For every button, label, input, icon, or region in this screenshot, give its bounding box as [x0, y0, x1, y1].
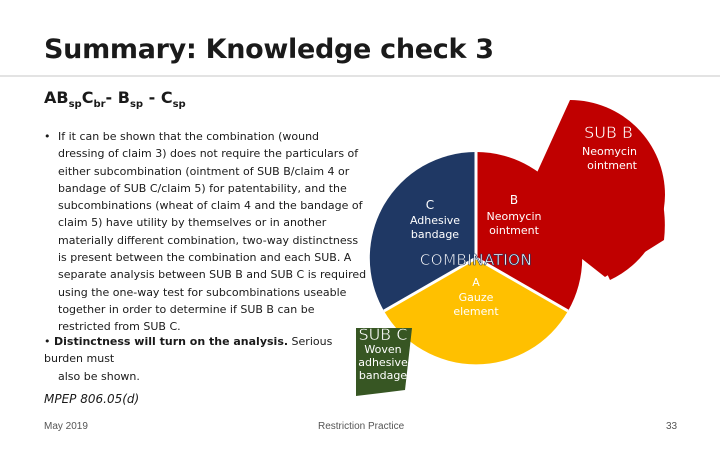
paragraph2-rest: Serious burden must — [44, 335, 333, 366]
pie-c-text1: Adhesive — [409, 214, 461, 227]
paragraph2-line2: also be shown. — [58, 369, 140, 383]
footer-date: May 2019 — [44, 421, 88, 432]
bullet-point-2: • — [44, 335, 51, 348]
mpep-citation: MPEP 806.05(d) — [44, 392, 140, 406]
bold-lead: Distinctness will turn on the analysis. — [54, 335, 289, 348]
sub-c-title: SUB C — [358, 325, 408, 344]
pie-b-label: B — [509, 193, 519, 207]
pie-a-text1: Gauze — [458, 291, 494, 304]
slide-title: Summary: Knowledge check 3 — [44, 34, 494, 65]
formula-dash-b: - B — [105, 88, 130, 107]
paragraph-text: If it can be shown that the combination (wound dressing of claim 3) does not require the particulars of either subcombination (ointment of SUB B/claim 4 or bandage of SUB C/claim 5) for patentability, and the subcombinations (wheat of claim 4 and the bandage of claim 5) have utility by themselves or in another materially different combination, two-way distinctness is present between the combination and each SUB. A separate analysis between SUB B and SUB C is required using the one-way test for subcombinations useable together in order to determine if SUB B can be restricted from SUB C. — [58, 130, 367, 334]
sub-b-text1: Neomycin — [581, 145, 637, 158]
pie-c-label: C — [425, 198, 435, 212]
formula-c: C — [81, 88, 94, 107]
pie-a-text2: element — [453, 305, 499, 318]
sub-c-text2: adhesive — [358, 356, 408, 369]
sub-b-text2: ointment — [587, 159, 637, 172]
formula-sub-sp1: sp — [68, 99, 82, 110]
sub-c-text3: bandage — [358, 369, 408, 382]
footer-title: Restriction Practice — [318, 421, 405, 432]
formula-sub-sp3: sp — [172, 99, 186, 110]
page-number: 33 — [666, 421, 678, 432]
pie-c-text2: bandage — [410, 228, 460, 241]
sub-b-title: SUB B — [584, 123, 633, 142]
pie-b-text2: ointment — [489, 224, 539, 237]
pie-a-label: A — [472, 276, 480, 289]
formula-sub-br: br — [93, 99, 106, 110]
combination-label: COMBINATION — [419, 251, 533, 269]
formula-ab: AB — [44, 88, 69, 107]
sub-c-text1: Woven — [364, 343, 402, 356]
formula-dash-c: - C — [143, 88, 173, 107]
formula-sub-sp2: sp — [129, 99, 144, 110]
bullet-point: • — [44, 130, 51, 143]
pie-b-text1: Neomycin — [486, 210, 542, 223]
